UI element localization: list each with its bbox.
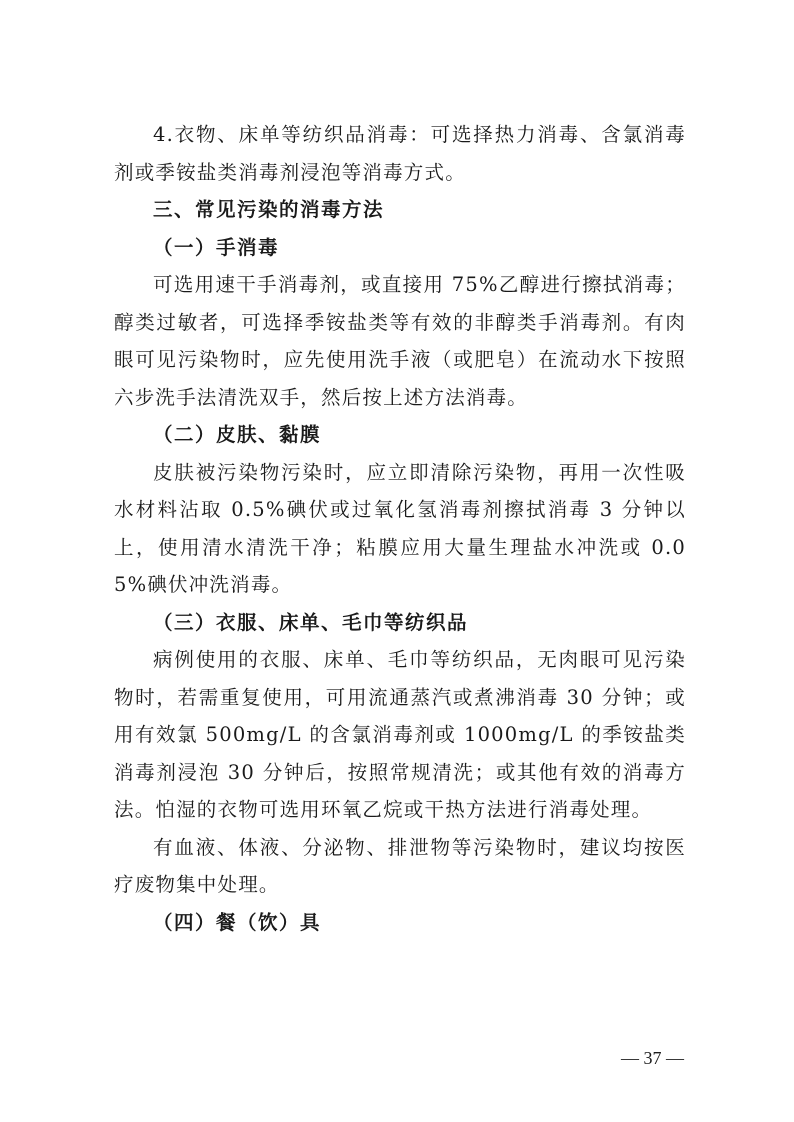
subheading-textiles: （三）衣服、床单、毛巾等纺织品	[153, 610, 469, 634]
paragraph-textile-intro: 4.衣物、床单等纺织品消毒：可选择热力消毒、含氯消毒剂或季铵盐类消毒剂浸泡等消毒方式。	[114, 123, 686, 184]
paragraph-hand-disinfection: 可选用速干手消毒剂，或直接用 75%乙醇进行擦拭消毒；醇类过敏者，可选择季铵盐类等有效的非醇类手消毒剂。有肉眼可见污染物时，应先使用洗手液（或肥皂）在流动水下按照六步洗手法清洗双手，然后按上述方法消毒。	[114, 273, 686, 409]
paragraph-textiles-1: 病例使用的衣服、床单、毛巾等纺织品，无肉眼可见污染物时，若需重复使用，可用流通蒸汽或煮沸消毒 30 分钟；或用有效氯 500mg/L 的含氯消毒剂或 1000mg/L 的季铵盐类消毒剂浸泡 30 分钟后，按照常规清洗；或其他有效的消毒方法。怕湿的衣物可选用环氧乙烷或干热方法进行消毒处理。	[114, 648, 686, 821]
paragraph-skin-mucosa: 皮肤被污染物污染时，应立即清除污染物，再用一次性吸水材料沾取 0.5%碘伏或过氧化氢消毒剂擦拭消毒 3 分钟以上，使用清水清洗干净；粘膜应用大量生理盐水冲洗或 0.05%碘伏冲洗消毒。	[114, 460, 686, 596]
subheading-hand-disinfection: （一）手消毒	[153, 235, 280, 259]
paragraph-textiles-2: 有血液、体液、分泌物、排泄物等污染物时，建议均按医疗废物集中处理。	[114, 835, 686, 896]
subheading-tableware: （四）餐（饮）具	[153, 910, 322, 934]
subheading-skin-mucosa: （二）皮肤、黏膜	[153, 423, 322, 446]
section-heading-3: 三、常见污染的消毒方法	[153, 198, 385, 221]
page-number: — 37 —	[621, 1048, 684, 1068]
page-body	[114, 116, 686, 941]
